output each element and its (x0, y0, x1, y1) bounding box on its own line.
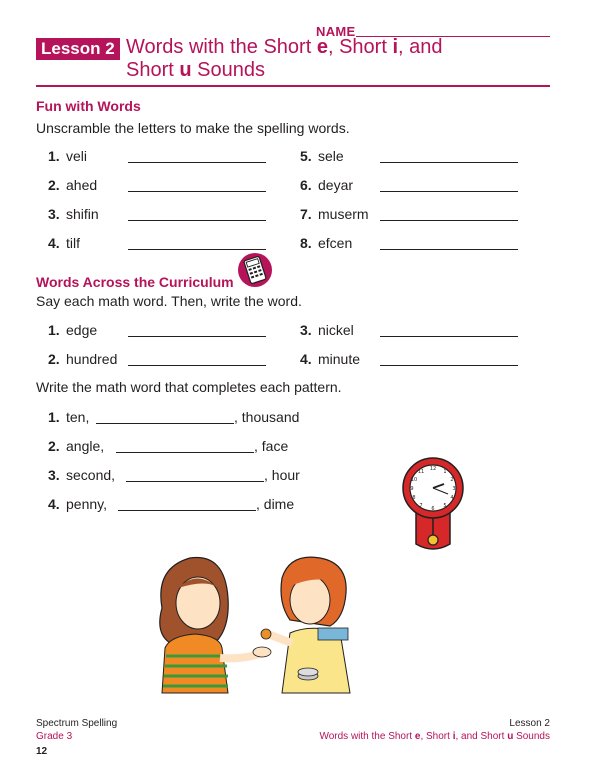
list-item: 7. muserm (300, 206, 369, 222)
answer-line[interactable] (128, 365, 266, 366)
svg-text:9: 9 (410, 486, 414, 492)
list-item: 5. sele (300, 148, 344, 164)
page-number: 12 (36, 746, 48, 757)
answer-line[interactable] (380, 336, 518, 337)
svg-text:8: 8 (412, 495, 416, 501)
pattern-suffix: , hour (264, 467, 300, 483)
svg-text:2: 2 (450, 477, 454, 483)
list-item: 3. nickel (300, 322, 354, 338)
svg-text:6: 6 (431, 506, 435, 512)
lesson-badge: Lesson 2 (36, 38, 120, 60)
svg-text:11: 11 (417, 469, 425, 475)
answer-line[interactable] (128, 191, 266, 192)
pattern-suffix: , thousand (234, 409, 300, 425)
answer-line[interactable] (128, 220, 266, 221)
pendulum-clock-illustration (396, 456, 470, 556)
pattern-suffix: , dime (256, 496, 295, 512)
list-item: 2. angle, (48, 438, 105, 454)
answer-line[interactable] (128, 162, 266, 163)
math-instruction: Say each math word. Then, write the word. (36, 293, 302, 309)
calculator-icon (236, 251, 274, 289)
answer-line[interactable] (116, 452, 254, 453)
svg-text:12: 12 (429, 466, 437, 472)
answer-line[interactable] (380, 191, 518, 192)
name-label: NAME (316, 24, 356, 39)
answer-line[interactable] (118, 510, 256, 511)
footer-subtitle: Words with the Short e, Short i, and Short u Sounds (319, 731, 550, 742)
footer-book-title: Spectrum Spelling (36, 718, 118, 729)
answer-line[interactable] (380, 365, 518, 366)
list-item: 1. edge (48, 322, 98, 338)
list-item: 1. ten, (48, 409, 90, 425)
children-exchanging-coins-illustration (150, 548, 370, 698)
answer-line[interactable] (380, 249, 518, 250)
list-item: 8. efcen (300, 235, 353, 251)
list-item: 4. tilf (48, 235, 80, 251)
title-divider (36, 85, 550, 87)
fun-with-words-heading: Fun with Words (36, 98, 141, 114)
answer-line[interactable] (128, 336, 266, 337)
list-item: 4. penny, (48, 496, 107, 512)
unscramble-instruction: Unscramble the letters to make the spelling words. (36, 120, 350, 136)
footer-lesson: Lesson 2 (509, 718, 550, 729)
list-item: 3. second, (48, 467, 116, 483)
answer-line[interactable] (380, 162, 518, 163)
list-item: 2. hundred (48, 351, 118, 367)
answer-line[interactable] (128, 249, 266, 250)
svg-text:10: 10 (410, 477, 418, 483)
svg-text:3: 3 (452, 486, 456, 492)
svg-text:1: 1 (443, 469, 447, 475)
svg-text:4: 4 (450, 495, 454, 501)
pattern-suffix: , face (254, 438, 289, 454)
page-title: Words with the Short e, Short i, and Short u Sounds (126, 36, 443, 81)
list-item: 6. deyar (300, 177, 354, 193)
svg-text:7: 7 (419, 503, 423, 509)
list-item: 4. minute (300, 351, 361, 367)
answer-line[interactable] (380, 220, 518, 221)
svg-text:5: 5 (443, 503, 447, 509)
pattern-instruction: Write the math word that completes each pattern. (36, 379, 342, 395)
list-item: 1. veli (48, 148, 88, 164)
footer-grade: Grade 3 (36, 731, 73, 742)
answer-line[interactable] (96, 423, 234, 424)
list-item: 3. shifin (48, 206, 99, 222)
list-item: 2. ahed (48, 177, 98, 193)
answer-line[interactable] (126, 481, 264, 482)
curriculum-heading: Words Across the Curriculum (36, 274, 234, 290)
